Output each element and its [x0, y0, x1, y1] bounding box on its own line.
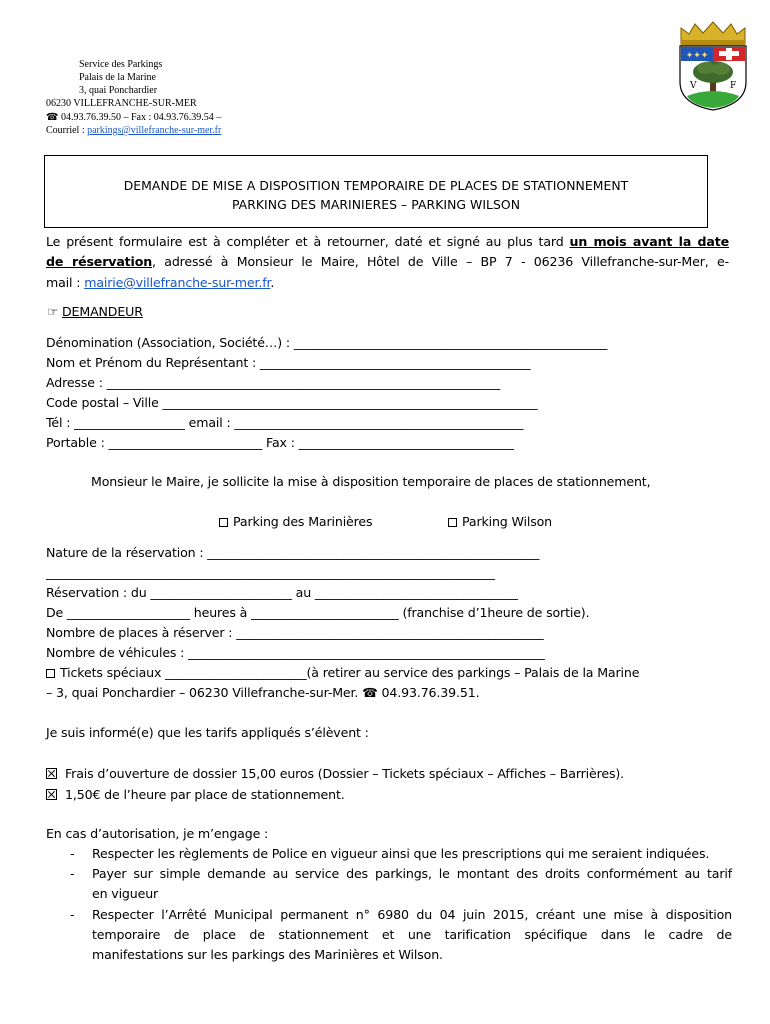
checkbox-wilson[interactable] — [448, 518, 457, 527]
checked-box-icon — [46, 789, 57, 800]
list-bullet: - — [70, 866, 75, 881]
tarif-item-2: 1,50€ de l’heure par place de stationnement. — [46, 787, 345, 802]
engagement-item-1: Respecter les règlements de Police en vigueur ainsi que les prescriptions qui me seraient indiquées. — [92, 846, 710, 861]
header-service: Service des Parkings — [79, 59, 163, 70]
sollicitation-text: Monsieur le Maire, je sollicite la mise à disposition temporaire de places de stationnement, — [91, 474, 651, 489]
intro-line-1: Le présent formulaire est à compléter et à retourner, daté et signé au plus tard un mois avant la date — [46, 234, 729, 249]
field-heures[interactable]: De ____________________ heures à ________________________ (franchise d’1heure de sortie). — [46, 605, 590, 620]
intro-line-2: de réservation, adressé à Monsieur le Maire, Hôtel de Ville – BP 7 - 06236 Villefranche-sur-Mer, e- — [46, 254, 729, 269]
field-adresse[interactable]: Adresse : ________________________________________________________________ — [46, 375, 501, 390]
mairie-email-link[interactable]: mairie@villefranche-sur-mer.fr — [84, 275, 271, 290]
tarifs-intro: Je suis informé(e) que les tarifs appliqués s’élèvent : — [46, 725, 369, 740]
title-line-1: DEMANDE DE MISE A DISPOSITION TEMPORAIRE DE PLACES DE STATIONNEMENT — [123, 178, 629, 193]
engagement-intro: En cas d’autorisation, je m’engage : — [46, 826, 269, 841]
header-quai: 3, quai Ponchardier — [79, 85, 158, 96]
header-email-line: Courriel : parkings@villefranche-sur-mer.fr — [46, 125, 222, 136]
tarif-item-1: Frais d’ouverture de dossier 15,00 euros (Dossier – Tickets spéciaux – Affiches – Barrières). — [46, 766, 624, 781]
field-tickets[interactable]: Tickets spéciaux _______________________(à retirer au service des parkings – Palais de la Marine — [46, 665, 639, 680]
checkbox-marinieres[interactable] — [219, 518, 228, 527]
field-nombre-vehicules[interactable]: Nombre de véhicules : __________________________________________________________ — [46, 645, 545, 660]
header-email-link[interactable]: parkings@villefranche-sur-mer.fr — [87, 125, 222, 136]
checked-box-icon — [46, 768, 57, 779]
logo-letter-v: V — [690, 81, 697, 91]
field-tel-email[interactable]: Tél : __________________ email : _______________________________________________ — [46, 415, 524, 430]
demandeur-heading: ☞ DEMANDEUR — [47, 304, 143, 319]
option-marinieres[interactable]: Parking des Marinières — [219, 514, 372, 529]
field-reservation-dates[interactable]: Réservation : du _______________________ au _________________________________ — [46, 585, 518, 600]
engagement-item-3-cont: temporaire de place de stationnement et une tarification spécifique dans le cadre de — [92, 927, 732, 942]
coat-of-arms-logo — [673, 20, 753, 112]
option-wilson[interactable]: Parking Wilson — [448, 514, 552, 529]
intro-line-3: mail : mairie@villefranche-sur-mer.fr. — [46, 275, 275, 290]
field-nature-cont[interactable]: _________________________________________________________________________ — [46, 565, 495, 580]
header-city: 06230 VILLEFRANCHE-SUR-MER — [46, 98, 197, 109]
title-line-2: PARKING DES MARINIERES – PARKING WILSON — [231, 197, 521, 212]
field-nom-prenom[interactable]: Nom et Prénom du Représentant : ____________________________________________ — [46, 355, 531, 370]
phone-icon: ☎ — [362, 685, 378, 700]
list-bullet: - — [70, 846, 75, 861]
field-nombre-places[interactable]: Nombre de places à réserver : __________________________________________________ — [46, 625, 544, 640]
field-nature[interactable]: Nature de la réservation : ______________________________________________________ — [46, 545, 540, 560]
logo-letter-f: F — [730, 81, 737, 91]
tickets-address: – 3, quai Ponchardier – 06230 Villefranche-sur-Mer. ☎ 04.93.76.39.51. — [46, 685, 480, 700]
engagement-item-2: Payer sur simple demande au service des parkings, le montant des droits conformément au tarif — [92, 866, 732, 881]
title-box — [44, 155, 708, 228]
phone-icon: ☎ — [46, 112, 59, 123]
field-denomination[interactable]: Dénomination (Association, Société…) : ___________________________________________________ — [46, 335, 608, 350]
engagement-item-3-cont2: manifestations sur les parkings des Marinières et Wilson. — [92, 947, 443, 962]
field-portable-fax[interactable]: Portable : _________________________ Fax : ___________________________________ — [46, 435, 514, 450]
svg-text:✦✦✦: ✦✦✦ — [685, 51, 709, 61]
header-palais: Palais de la Marine — [79, 72, 156, 83]
checkbox-tickets[interactable] — [46, 669, 55, 678]
list-bullet: - — [70, 907, 75, 922]
engagement-item-2-cont: en vigueur — [92, 886, 159, 901]
engagement-item-3: Respecter l’Arrêté Municipal permanent n° 6980 du 04 juin 2015, créant une mise à disposition — [92, 907, 732, 922]
pointing-hand-icon: ☞ — [47, 304, 59, 319]
field-code-postal[interactable]: Code postal – Ville _____________________________________________________________ — [46, 395, 538, 410]
header-phone-fax: ☎ 04.93.76.39.50 – Fax : 04.93.76.39.54 – — [46, 112, 222, 123]
